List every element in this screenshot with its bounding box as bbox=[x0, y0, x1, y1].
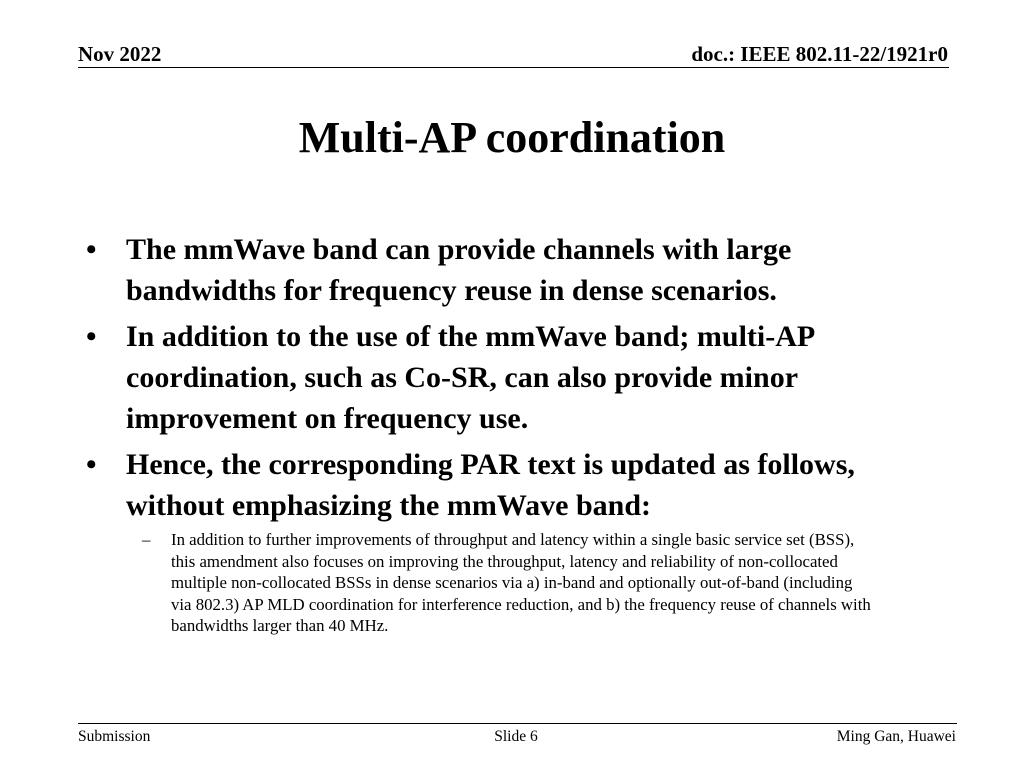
footer-author: Ming Gan, Huawei bbox=[836, 728, 956, 745]
slide-title: Multi-AP coordination bbox=[298, 113, 726, 162]
bullet-text: Hence, the corresponding PAR text is updated as follows, without emphasizing the mmWave band: bbox=[126, 448, 855, 522]
subbullet-text: In addition to further improvements of throughput and latency within a single basic service set (BSS), this amendment also focuses on improving the throughput, latency and reliability of non-collocated multiple non-collocated BSSs in dense scenarios via a) in-band and optionally out-of-band (including via 802.3) AP MLD coordination for interference reduction, and b) the frequency reuse of channels with bandwidths larger than 40 MHz. bbox=[171, 530, 871, 635]
header-date: Nov 2022 bbox=[78, 42, 162, 66]
header-divider bbox=[78, 67, 949, 68]
bullet-marker: • bbox=[86, 320, 97, 353]
bullet-marker: • bbox=[86, 448, 97, 481]
bullet-text: The mmWave band can provide channels with large bandwidths for frequency reuse in dense scenarios. bbox=[126, 233, 792, 307]
par-text-subbullet bbox=[86, 529, 871, 637]
footer-divider bbox=[78, 723, 957, 724]
bullet-item-2 bbox=[86, 316, 946, 439]
slide-body bbox=[86, 229, 946, 637]
subbullet-marker: – bbox=[142, 530, 151, 549]
bullet-item-3 bbox=[86, 444, 946, 526]
footer-slide-number: Slide 6 bbox=[494, 728, 538, 745]
bullet-item-1 bbox=[86, 229, 946, 311]
bullet-marker: • bbox=[86, 233, 97, 266]
footer-submission: Submission bbox=[78, 728, 151, 745]
header-doc-id: doc.: IEEE 802.11-22/1921r0 bbox=[691, 42, 948, 66]
bullet-text: In addition to the use of the mmWave band; multi-AP coordination, such as Co-SR, can also provide minor improvement on frequency use. bbox=[126, 320, 814, 435]
